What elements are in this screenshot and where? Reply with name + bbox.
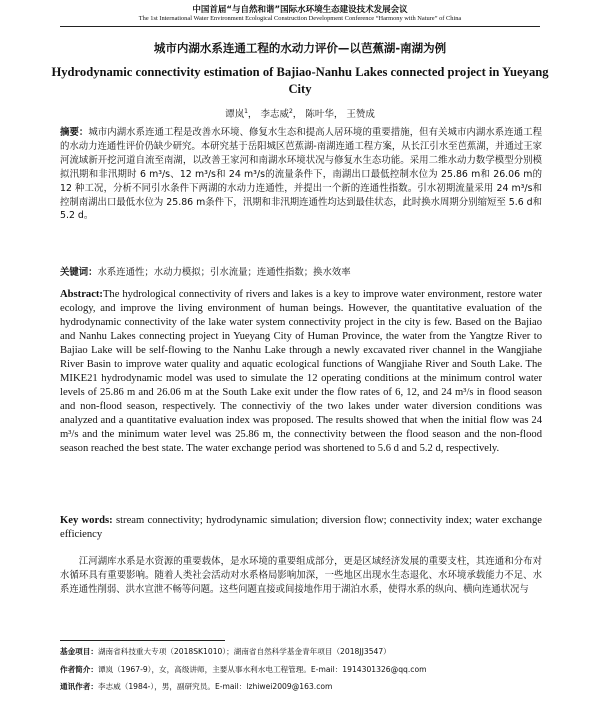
author-name: 李志威 — [260, 109, 289, 120]
conference-header-cn: 中国首届“与自然和谐”国际水环境生态建设技术发展会议 — [192, 5, 408, 15]
footnote-corresponding-text: 李志威（1984-），男，副研究员。E-mail：lzhiwei2009@163.com — [97, 682, 333, 691]
keywords-en — [60, 514, 542, 542]
conference-header-en: The 1st International Water Environment Ecological Construction Development Conference “Harmony with Nature” of China — [138, 15, 462, 22]
author-separator: ， — [292, 109, 303, 120]
author-affiliation-mark: 2 — [288, 107, 293, 115]
header-rule — [60, 26, 540, 27]
paper-title-en: Hydrodynamic connectivity estimation of Bajiao-Nanhu Lakes connected project in Yueyang City — [51, 65, 549, 96]
author-name: 谭岚 — [225, 109, 245, 120]
footnote-author — [60, 661, 542, 679]
footnote-rule — [60, 640, 225, 641]
keywords-en-text: stream connectivity; hydrodynamic simulation; diversion flow; connectivity index; water exchange efficiency — [60, 515, 542, 540]
footnote-author-text: 谭岚（1967-9），女，高级讲师，主要从事水利水电工程管理。E-mail：1914301326@qq.com — [97, 664, 427, 674]
abstract-en — [60, 288, 542, 456]
paper-title-cn: 城市内湖水系连通工程的水动力评价—以芭蕉湖-南湖为例 — [153, 41, 447, 55]
abstract-en-text: The hydrological connectivity of rivers and lakes is a key to improve water environment, restore water ecology, and improve the living environment of human beings. However, the quantitative evaluation of the hydrodynamic connectivity of the lake water system connectivity project in the city is few. Based on the Bajiao and Nanhu Lakes connecting project in Yueyang City of Human Province, the water from the Yangtze River to Bajiao Lake will be self-flowing to the Nanhu Lake through a newly excavated river channel in the Wangjiahe River Basin to improve water quality and aquatic ecological functions of Wangjiahe River and South Lake. The MIKE21 hydrodynamic model was used to simulate the 12 operating conditions at the minimum control water levels of 25.86 m and 26.06 m at the South Lake exit under the flow rates of 6, 12, and 24 m³/s in flood season and non-flood season, respectively. The connectiviy of the two lakes under water diversion conditions was analyzed and a quantitative evaluation index was proposed. The results showed that when the initial flow was 24 m³/s and the minimum water level was 25.86 m, the connectivity between the flood season and the non-flood season reached the best state. The water exchange period was shortened to 5.6 d and 5.2 d, respectively. — [60, 289, 542, 454]
keywords-cn-text: 水系连通性；水动力模拟；引水流量；连通性指数；换水效率 — [97, 267, 351, 278]
keywords-en-label: Key words: — [60, 515, 113, 526]
keywords-cn-label: 关键词： — [60, 267, 98, 278]
abstract-cn-label: 摘要： — [60, 127, 89, 138]
abstract-cn-text: 城市内湖水系连通工程是改善水环境、修复水生态和提高人居环境的重要措施，但有关城市内湖水系连通工程的水动力连通性评价仍缺少研究。本研究基于岳阳城区芭蕉湖-南湖连通工程方案，从长江引水至芭蕉湖，并通过王家河流域新开挖河道自流至南湖，以改善王家河和南湖水环境状况与修复水生态功能。采用二维水动力数学模型分别模拟汛期和非汛期时 6 m³/s、12 m³/s和 24 m³/s的流量条件下，南湖出口最低控制水位为 25.86 m和 26.06 m的 12 种工况，分析不同引水条件下两湖的水动力连通性，并提出一个新的连通性指数。引水初期流量采用 24 m³/s和控制南湖出口最低水位为 25.86 m条件下，汛期和非汛期连通性均达到最佳状态，此时换水周期分别缩短至 5.6 d和 5.2 d。 — [60, 127, 542, 222]
footnotes — [60, 643, 542, 696]
intro-paragraph: 江河湖库水系是水资源的重要载体，是水环境的重要组成部分，更是区域经济发展的重要支柱，其连通和分布对水循环具有重要影响。随着人类社会活动对水系格局影响加深，一些地区出现水生态退化、水环境承载能力不足、水系连通性削弱、洪水宣泄不畅等问题。这些问题直接或间接地作用于湖泊水系，使得水系的纵向、横向连通状况与 — [60, 556, 542, 596]
abstract-en-label: Abstract: — [60, 289, 103, 300]
footnote-fund — [60, 643, 542, 661]
author-separator: ， — [333, 109, 344, 120]
footnote-fund-label: 基金项目： — [60, 647, 98, 656]
footnote-author-label: 作者简介： — [60, 664, 98, 674]
footnote-fund-text: 湖南省科技重大专项（2018SK1010）；湖南省自然科学基金青年项目（2018JJ3547） — [97, 647, 391, 656]
author-separator: ， — [247, 109, 258, 120]
author-list — [0, 106, 600, 120]
footnote-corresponding — [60, 678, 542, 696]
footnote-corresponding-label: 通讯作者： — [60, 682, 98, 691]
keywords-cn — [60, 266, 542, 280]
author-name: 王赞成 — [346, 109, 375, 120]
author-name: 陈叶华 — [305, 109, 334, 120]
abstract-cn — [60, 126, 542, 223]
author-affiliation-mark: 1 — [244, 107, 248, 115]
